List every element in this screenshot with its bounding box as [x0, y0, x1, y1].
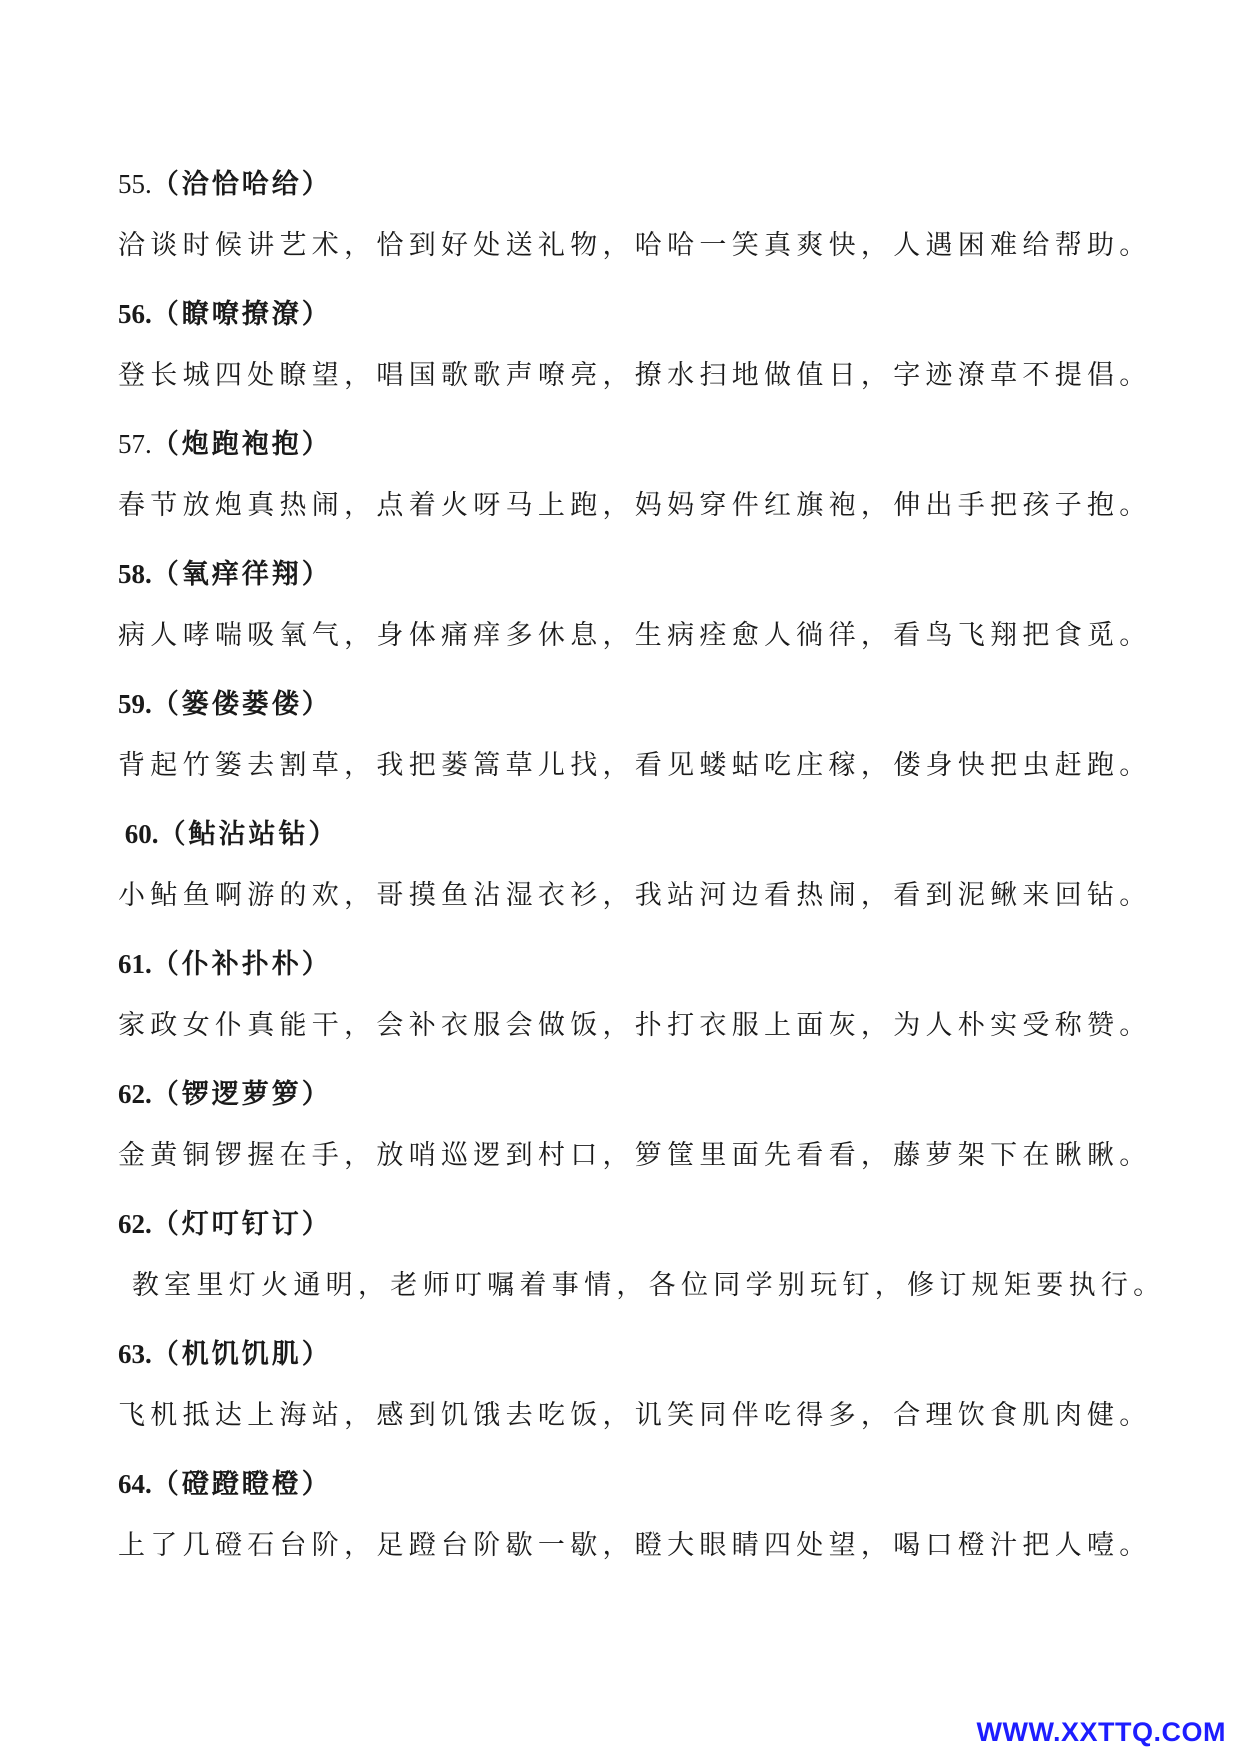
entry-heading-55 [118, 164, 332, 204]
entry-heading-58 [118, 554, 332, 594]
entry-rhyme-56: 登长城四处瞭望，唱国歌歌声嘹亮，撩水扫地做值日，字迹潦草不提倡。 [118, 360, 1152, 391]
entry-rhyme-63: 飞机抵达上海站，感到饥饿去吃饭，讥笑同伴吃得多，合理饮食肌肉健。 [118, 1400, 1152, 1431]
entry-heading-62a [118, 1074, 332, 1114]
entry-rhyme-55: 洽谈时候讲艺术，恰到好处送礼物，哈哈一笑真爽快，人遇困难给帮助。 [118, 230, 1152, 261]
entry-number: 62. [118, 1079, 152, 1109]
entry-heading-57 [118, 424, 332, 464]
entry-rhyme-59: 背起竹篓去割草，我把蒌篙草儿找，看见蝼蛄吃庄稼，偻身快把虫赶跑。 [118, 750, 1152, 781]
entry-number: 64. [118, 1469, 152, 1499]
entry-rhyme-62a: 金黄铜锣握在手，放哨巡逻到村口，箩筐里面先看看，藤萝架下在瞅瞅。 [118, 1140, 1152, 1171]
entry-number: 61. [118, 949, 152, 979]
entry-characters: （锣逻萝箩） [151, 1079, 332, 1110]
entry-rhyme-64: 上了几磴石台阶，足蹬台阶歇一歇，瞪大眼睛四处望，喝口橙汁把人噎。 [118, 1530, 1152, 1561]
entry-heading-59 [118, 684, 332, 724]
entry-heading-60 [118, 814, 339, 854]
entry-number: 58. [118, 559, 152, 589]
entry-rhyme-62b: 教室里灯火通明，老师叮嘱着事情，各位同学别玩钉，修订规矩要执行。 [118, 1270, 1166, 1301]
entry-heading-56 [118, 294, 332, 334]
entry-rhyme-57: 春节放炮真热闹，点着火呀马上跑，妈妈穿件红旗袍，伸出手把孩子抱。 [118, 490, 1152, 521]
entry-characters: （洽恰哈给） [151, 169, 332, 200]
entry-characters: （瞭嘹撩潦） [151, 299, 332, 330]
entry-heading-64 [118, 1464, 332, 1504]
site-watermark: WWW.XXTTQ.COM [976, 1717, 1226, 1747]
entry-heading-61 [118, 944, 332, 984]
entry-characters: （机饥饥肌） [151, 1339, 332, 1370]
entry-number: 62. [118, 1209, 152, 1239]
entry-rhyme-58: 病人哮喘吸氧气，身体痛痒多休息，生病痊愈人徜徉，看鸟飞翔把食觅。 [118, 620, 1152, 651]
entry-characters: （鲇沾站钻） [158, 819, 339, 850]
entry-rhyme-60: 小鲇鱼啊游的欢，哥摸鱼沾湿衣衫，我站河边看热闹，看到泥鳅来回钻。 [118, 880, 1152, 911]
entry-characters: （仆补扑朴） [151, 949, 332, 980]
entry-number: 60. [118, 819, 159, 849]
entry-number: 57. [118, 429, 152, 459]
entry-number: 55. [118, 169, 152, 199]
entry-characters: （炮跑袍抱） [151, 429, 332, 460]
entry-number: 59. [118, 689, 152, 719]
entry-characters: （氧痒徉翔） [151, 559, 332, 590]
entry-characters: （磴蹬瞪橙） [151, 1469, 332, 1500]
entry-characters: （灯叮钉订） [151, 1209, 332, 1240]
entry-heading-62b [118, 1204, 332, 1244]
entry-rhyme-61: 家政女仆真能干，会补衣服会做饭，扑打衣服上面灰，为人朴实受称赞。 [118, 1010, 1152, 1041]
entry-number: 56. [118, 299, 152, 329]
entry-number: 63. [118, 1339, 152, 1369]
entry-characters: （篓偻蒌偻） [151, 689, 332, 720]
entry-heading-63 [118, 1334, 332, 1374]
